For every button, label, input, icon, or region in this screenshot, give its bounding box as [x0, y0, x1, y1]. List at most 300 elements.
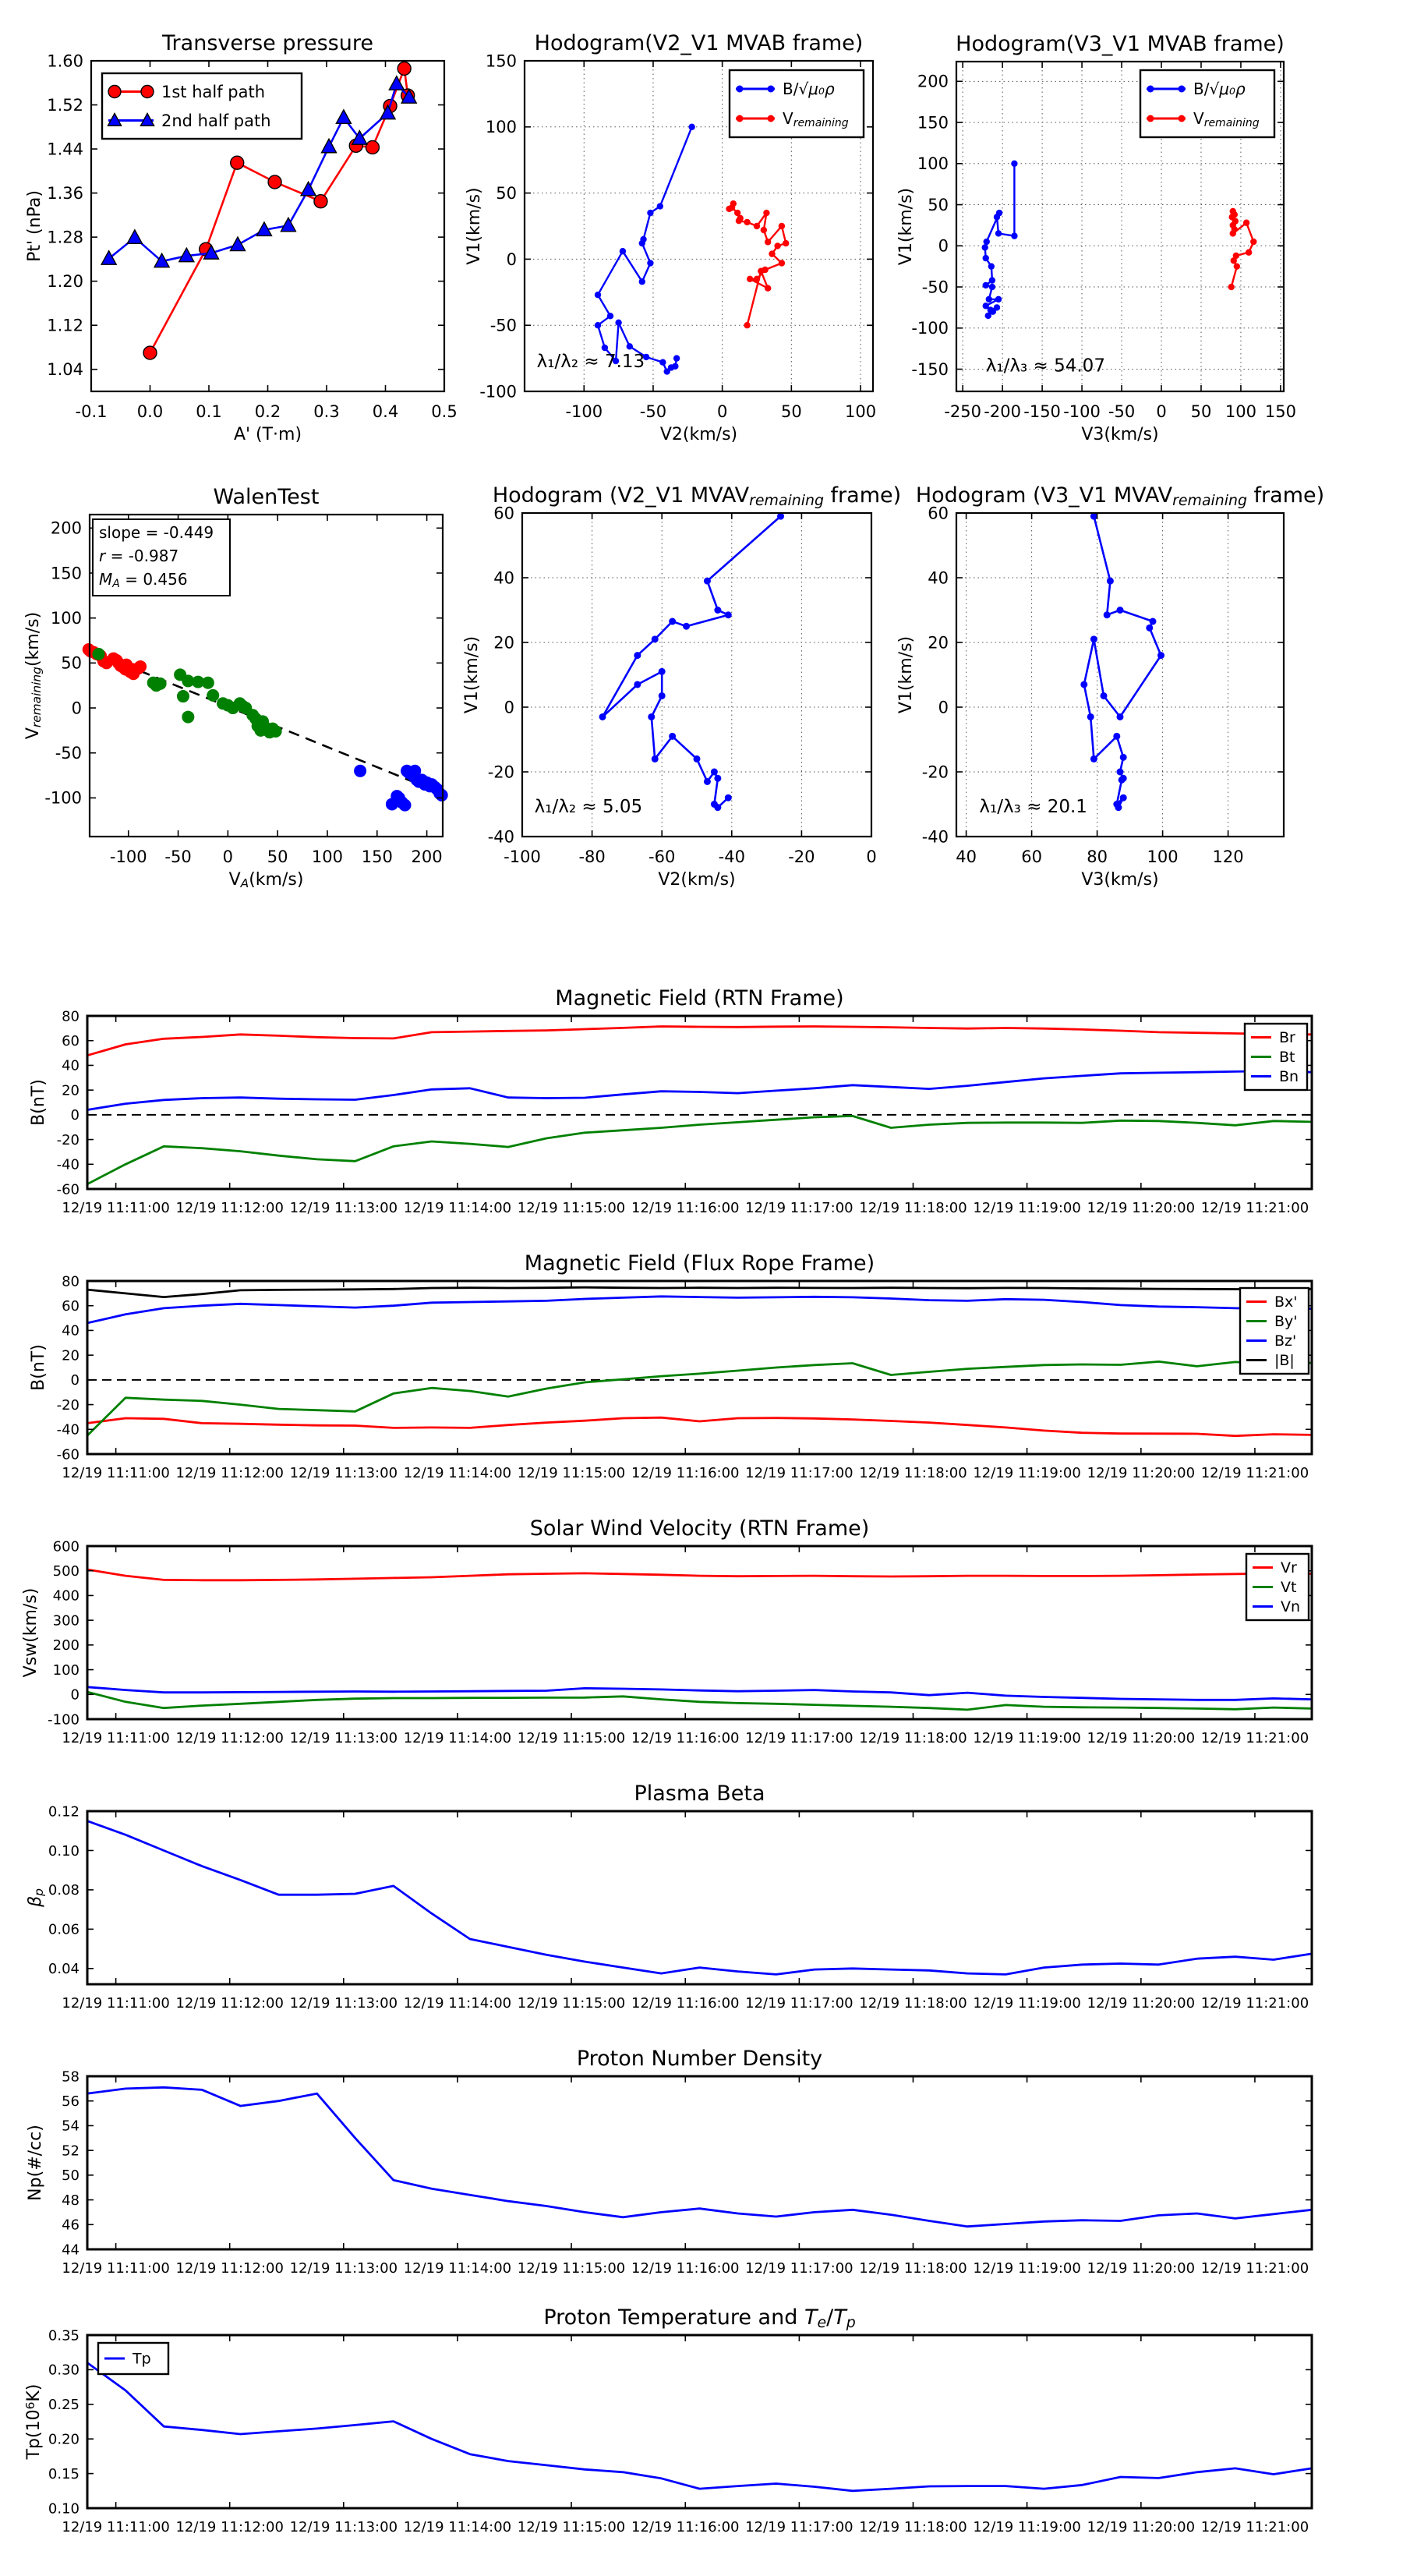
x-tick-label: -100: [1063, 402, 1101, 421]
y-tick-label: 0: [70, 1107, 80, 1124]
chart-title: WalenTest: [213, 485, 320, 509]
y-axis-label: V1(km/s): [462, 635, 482, 714]
stats-line: MA = 0.456: [99, 570, 188, 590]
circle-marker: [652, 755, 659, 763]
x-tick-label: 12/19 11:12:00: [175, 1730, 284, 1746]
x-tick-label: 50: [780, 402, 802, 421]
y-tick-label: -40: [921, 827, 949, 847]
x-tick-label: 12/19 11:16:00: [631, 1465, 740, 1481]
circle-marker: [995, 296, 1002, 303]
circle-marker: [1119, 777, 1126, 784]
y-tick-label: 20: [928, 633, 949, 653]
x-tick-label: 12/19 11:13:00: [289, 1995, 398, 2012]
y-tick-label: 40: [62, 1057, 80, 1074]
circle-marker: [783, 240, 789, 246]
x-tick-label: 12/19 11:13:00: [289, 1200, 398, 1216]
circle-marker: [725, 611, 732, 618]
x-tick-label: 100: [1147, 847, 1179, 866]
circle-marker: [398, 62, 411, 75]
y-tick-label: 500: [52, 1563, 80, 1580]
x-tick-label: 12/19 11:21:00: [1200, 2260, 1309, 2277]
circle-marker: [1150, 618, 1157, 625]
circle-marker: [672, 363, 678, 370]
x-tick-label: 12/19 11:17:00: [745, 2260, 853, 2277]
y-tick-label: 20: [62, 1082, 80, 1099]
circle-marker: [1243, 220, 1249, 226]
y-tick-label: -60: [56, 1446, 80, 1463]
circle-marker: [1011, 232, 1017, 239]
circle-marker: [765, 239, 771, 245]
x-tick-label: 12/19 11:12:00: [175, 2260, 284, 2277]
chart-hodogram-v3v1-mvab: [896, 32, 1296, 444]
circle-marker: [1250, 239, 1256, 245]
chart-title: Proton Number Density: [576, 2047, 823, 2071]
y-axis-label: Np(#/cc): [26, 2125, 45, 2201]
y-tick-label: 150: [485, 51, 517, 71]
chart-title: Transverse pressure: [162, 31, 373, 55]
circle-marker: [988, 263, 995, 269]
chart-magnetic-field-fluxrope: [29, 1251, 1312, 1481]
y-tick-label: 0.10: [48, 2500, 80, 2518]
y-tick-label: 20: [493, 633, 514, 653]
circle-marker: [652, 635, 659, 642]
y-axis-label: Vsw(km/s): [21, 1587, 41, 1678]
circle-marker: [761, 227, 767, 233]
x-tick-label: -50: [1108, 402, 1136, 421]
circle-marker: [1231, 257, 1237, 264]
y-tick-label: -20: [487, 763, 514, 782]
y-tick-label: 40: [493, 568, 514, 588]
y-tick-label: -150: [911, 359, 949, 379]
circle-marker: [768, 86, 775, 93]
y-axis-label: V1(km/s): [896, 635, 916, 714]
x-tick-label: 12/19 11:13:00: [289, 2519, 398, 2535]
y-tick-label: -20: [921, 763, 949, 782]
y-tick-label: 0.20: [48, 2431, 80, 2448]
x-tick-label: 12/19 11:11:00: [62, 1200, 170, 1216]
circle-marker: [268, 175, 281, 189]
circle-marker: [154, 678, 167, 690]
x-tick-label: 100: [311, 847, 344, 866]
y-tick-label: -20: [56, 1396, 80, 1414]
y-tick-label: 54: [62, 2118, 80, 2135]
circle-marker: [1230, 230, 1236, 236]
y-tick-label: -100: [479, 382, 517, 402]
x-tick-label: 12/19 11:13:00: [289, 2260, 398, 2277]
circle-marker: [1157, 652, 1164, 659]
stats-line: r = -0.987: [99, 547, 179, 565]
chart-title: Hodogram (V2_V1 MVAVremaining frame): [492, 483, 902, 509]
axes-frame: [87, 1546, 1312, 1719]
circle-marker: [399, 799, 412, 812]
circle-marker: [634, 681, 641, 688]
x-tick-label: 0.2: [254, 402, 281, 421]
y-tick-label: 100: [52, 1661, 80, 1679]
x-tick-label: 12/19 11:11:00: [62, 2519, 170, 2535]
x-tick-label: -200: [984, 402, 1021, 421]
y-tick-label: -100: [911, 319, 949, 338]
chart-proton-temperature: [23, 2305, 1312, 2535]
x-axis-label: A' (T·m): [233, 425, 302, 444]
series-line-Bz': [87, 1297, 1312, 1323]
y-axis-label: V1(km/s): [896, 187, 916, 266]
circle-marker: [694, 755, 701, 763]
legend-label: |B|: [1274, 1352, 1295, 1370]
x-tick-label: -100: [565, 402, 603, 421]
x-tick-label: 12/19 11:18:00: [859, 1465, 967, 1481]
circle-marker: [659, 668, 666, 675]
x-tick-label: 12/19 11:18:00: [859, 1730, 967, 1746]
triangle-marker: [389, 76, 404, 90]
chart-hodogram-v3v1-mvav: [896, 483, 1324, 890]
y-tick-label: 0: [938, 698, 949, 717]
circle-marker: [620, 248, 626, 254]
axes-frame: [87, 1281, 1312, 1454]
series-line-Tp: [87, 2363, 1312, 2491]
legend-label: Vt: [1281, 1579, 1297, 1597]
x-tick-label: -80: [578, 847, 606, 866]
circle-marker: [1090, 755, 1097, 763]
x-tick-label: 100: [844, 402, 877, 421]
y-tick-label: 100: [485, 118, 517, 137]
series-line-Bn: [87, 1071, 1312, 1110]
y-tick-label: 1.52: [47, 95, 83, 115]
annotation: λ₁/λ₃ ≈ 54.07: [985, 356, 1105, 377]
series-line-beta_p: [87, 1821, 1312, 1975]
y-axis-label: βp: [26, 1888, 46, 1907]
y-tick-label: 60: [493, 504, 514, 523]
legend-label: By': [1274, 1313, 1298, 1331]
y-tick-label: -40: [56, 1156, 80, 1173]
x-axis-label: V3(km/s): [1081, 425, 1159, 444]
y-tick-label: 60: [928, 504, 949, 523]
circle-marker: [769, 250, 775, 257]
circle-marker: [747, 276, 753, 282]
y-tick-label: 0: [938, 236, 949, 256]
circle-marker: [648, 713, 655, 720]
y-tick-label: 0.25: [48, 2397, 80, 2414]
chart-title: Hodogram(V3_V1 MVAB frame): [956, 32, 1285, 56]
y-tick-label: -40: [487, 827, 514, 847]
x-tick-label: 12/19 11:12:00: [175, 1995, 284, 2012]
x-tick-label: 12/19 11:20:00: [1087, 1200, 1196, 1216]
circle-marker: [725, 794, 732, 801]
y-tick-label: 48: [62, 2192, 80, 2209]
y-tick-label: 0: [504, 698, 514, 717]
y-tick-label: -40: [56, 1421, 80, 1438]
circle-marker: [1146, 625, 1153, 632]
x-tick-label: 0: [866, 847, 877, 866]
x-tick-label: -50: [164, 847, 192, 866]
circle-marker: [983, 282, 989, 288]
x-tick-label: 12/19 11:14:00: [403, 1730, 512, 1746]
y-tick-label: 1.60: [47, 51, 83, 71]
circle-marker: [669, 618, 676, 625]
x-tick-label: -250: [944, 402, 981, 421]
circle-marker: [1117, 769, 1124, 776]
x-tick-label: -60: [648, 847, 676, 866]
x-tick-label: -0.1: [75, 402, 108, 421]
x-tick-label: 50: [1190, 402, 1212, 421]
stats-line: slope = -0.449: [99, 523, 214, 542]
circle-marker: [714, 607, 721, 614]
y-tick-label: 0: [70, 1372, 80, 1389]
x-tick-label: 12/19 11:15:00: [517, 1465, 626, 1481]
chart-title: Plasma Beta: [634, 1782, 765, 1806]
circle-marker: [595, 292, 601, 298]
y-tick-label: 150: [50, 564, 82, 583]
y-tick-label: -60: [56, 1181, 80, 1198]
circle-marker: [1147, 86, 1154, 93]
circle-marker: [647, 260, 653, 266]
chart-proton-number-density: [26, 2047, 1312, 2277]
circle-marker: [1120, 754, 1127, 761]
y-tick-label: 1.36: [47, 183, 83, 203]
x-tick-label: 12/19 11:16:00: [631, 2519, 740, 2535]
x-tick-label: 12/19 11:19:00: [973, 1995, 1081, 2012]
x-tick-label: 0.5: [431, 402, 458, 421]
circle-marker: [108, 86, 121, 98]
x-tick-label: 0.4: [372, 402, 399, 421]
y-tick-label: 0.06: [48, 1921, 80, 1938]
circle-marker: [984, 239, 990, 245]
circle-marker: [989, 284, 995, 290]
circle-marker: [1117, 713, 1124, 720]
y-tick-label: 80: [62, 1273, 80, 1290]
y-tick-label: -100: [44, 788, 82, 808]
circle-marker: [1104, 611, 1111, 618]
legend-label: Bz': [1274, 1332, 1297, 1350]
circle-marker: [983, 255, 989, 261]
y-tick-label: 0.30: [48, 2362, 80, 2379]
circle-marker: [1115, 804, 1122, 811]
circle-marker: [627, 343, 633, 349]
series-line-Bt: [87, 1116, 1312, 1184]
circle-marker: [634, 652, 641, 659]
circle-marker: [704, 778, 711, 785]
chart-solar-wind-velocity: [21, 1516, 1312, 1746]
annotation: λ₁/λ₂ ≈ 7.13: [536, 352, 645, 373]
x-axis-label: V3(km/s): [1081, 870, 1159, 890]
legend-label: 2nd half path: [161, 111, 271, 130]
y-tick-label: 400: [52, 1587, 80, 1605]
circle-marker: [996, 210, 1002, 216]
x-tick-label: 12/19 11:14:00: [403, 2260, 512, 2277]
x-tick-label: 12/19 11:18:00: [859, 1995, 967, 2012]
chart-title: Solar Wind Velocity (RTN Frame): [529, 1516, 870, 1541]
circle-marker: [141, 86, 154, 98]
circle-marker: [1228, 284, 1235, 290]
circle-marker: [1246, 249, 1252, 256]
y-tick-label: 0.12: [48, 1803, 80, 1821]
x-tick-label: 12/19 11:19:00: [973, 1200, 1081, 1216]
circle-marker: [639, 278, 645, 285]
legend-label: Tp: [133, 2350, 151, 2368]
series-line-Bx': [87, 1417, 1312, 1436]
x-tick-label: 12/19 11:14:00: [403, 2519, 512, 2535]
x-tick-label: 12/19 11:19:00: [973, 2260, 1081, 2277]
legend-label: Vr: [1281, 1559, 1297, 1577]
x-tick-label: 12/19 11:14:00: [403, 1200, 512, 1216]
axes-frame: [87, 1811, 1312, 1984]
circle-marker: [202, 677, 214, 689]
y-tick-label: 0: [506, 249, 517, 269]
x-tick-label: 12/19 11:11:00: [62, 2260, 170, 2277]
x-tick-label: 12/19 11:12:00: [175, 2519, 284, 2535]
circle-marker: [779, 260, 785, 266]
x-tick-label: 12/19 11:14:00: [403, 1465, 512, 1481]
triangle-marker: [322, 139, 337, 153]
y-tick-label: 50: [928, 195, 949, 214]
x-tick-label: 60: [1021, 847, 1042, 866]
circle-marker: [120, 659, 133, 671]
x-tick-label: 12/19 11:21:00: [1200, 1995, 1309, 2012]
y-tick-label: 200: [50, 518, 82, 538]
legend-label: Bt: [1279, 1049, 1295, 1067]
triangle-marker: [281, 218, 295, 232]
y-tick-label: 150: [917, 113, 949, 133]
chart-hodogram-v2v1-mvab: [465, 31, 876, 444]
circle-marker: [270, 725, 282, 738]
y-tick-label: 20: [62, 1347, 80, 1364]
circle-marker: [1080, 681, 1087, 688]
circle-marker: [989, 277, 995, 283]
x-tick-label: 40: [956, 847, 977, 866]
y-tick-label: 0: [70, 1686, 80, 1704]
series-line-B/sqrt(mu0 rho): [603, 516, 781, 808]
y-axis-label: Vremaining(km/s): [23, 611, 44, 740]
circle-marker: [615, 320, 621, 326]
circle-marker: [647, 210, 653, 216]
y-tick-label: 50: [62, 2167, 80, 2185]
series-line-Vt: [87, 1692, 1312, 1710]
circle-marker: [736, 218, 742, 224]
chart-hodogram-v2v1-mvav: [462, 483, 901, 890]
x-tick-label: 200: [411, 847, 443, 866]
y-tick-label: 0.10: [48, 1842, 80, 1859]
x-tick-label: 12/19 11:11:00: [62, 1730, 170, 1746]
x-tick-label: 12/19 11:15:00: [517, 2260, 626, 2277]
y-tick-label: 0: [71, 699, 82, 718]
circle-marker: [714, 775, 721, 782]
circle-marker: [754, 223, 760, 229]
circle-marker: [774, 242, 780, 249]
y-tick-label: 1.28: [47, 228, 83, 247]
x-tick-label: 150: [361, 847, 393, 866]
circle-marker: [1117, 607, 1124, 614]
x-tick-label: 12/19 11:21:00: [1200, 1730, 1309, 1746]
circle-marker: [1113, 733, 1120, 740]
circle-marker: [599, 713, 606, 720]
circle-marker: [231, 156, 244, 169]
y-tick-label: -50: [55, 744, 82, 763]
x-tick-label: 80: [1087, 847, 1108, 866]
x-tick-label: 12/19 11:20:00: [1087, 1995, 1196, 2012]
x-tick-label: 0: [1156, 402, 1167, 421]
circle-marker: [768, 115, 775, 122]
circle-marker: [981, 244, 988, 250]
y-tick-label: 1.12: [47, 316, 83, 335]
circle-marker: [354, 765, 366, 777]
y-tick-label: 100: [50, 609, 82, 628]
y-tick-label: 56: [62, 2093, 80, 2111]
chart-title: Magnetic Field (Flux Rope Frame): [524, 1251, 875, 1276]
x-axis-label: VA(km/s): [228, 870, 304, 890]
x-tick-label: 12/19 11:15:00: [517, 1730, 626, 1746]
circle-marker: [737, 86, 744, 93]
x-tick-label: 12/19 11:16:00: [631, 1730, 740, 1746]
x-tick-label: 12/19 11:12:00: [175, 1465, 284, 1481]
circle-marker: [673, 355, 680, 361]
y-tick-label: -50: [489, 316, 517, 335]
circle-marker: [639, 240, 645, 246]
y-axis-label: V1(km/s): [465, 187, 484, 265]
circle-marker: [744, 322, 750, 328]
chart-transverse-pressure: [25, 31, 458, 444]
y-tick-label: 40: [62, 1322, 80, 1339]
x-tick-label: 12/19 11:17:00: [745, 1730, 853, 1746]
y-tick-label: 1.04: [47, 360, 83, 380]
y-axis-label: B(nT): [29, 1344, 48, 1391]
circle-marker: [763, 210, 769, 216]
y-tick-label: 0.35: [48, 2327, 80, 2344]
circle-marker: [1120, 794, 1127, 801]
circle-marker: [1101, 692, 1108, 699]
x-tick-label: 12/19 11:21:00: [1200, 1465, 1309, 1481]
x-tick-label: 12/19 11:20:00: [1087, 2260, 1196, 2277]
circle-marker: [595, 322, 601, 328]
x-tick-label: 12/19 11:17:00: [745, 2519, 853, 2535]
y-tick-label: -100: [48, 1711, 80, 1729]
y-tick-label: 1.20: [47, 272, 83, 292]
circle-marker: [744, 219, 750, 225]
y-tick-label: 1.44: [47, 140, 83, 159]
chart-magnetic-field-rtn: [29, 986, 1312, 1216]
y-axis-label: Tp(106K): [23, 2383, 44, 2460]
circle-marker: [314, 195, 327, 208]
annotation: λ₁/λ₂ ≈ 5.05: [534, 796, 643, 817]
x-tick-label: 12/19 11:21:00: [1200, 1200, 1309, 1216]
circle-marker: [1234, 263, 1240, 269]
x-tick-label: 12/19 11:21:00: [1200, 2519, 1309, 2535]
legend-label: Bn: [1279, 1068, 1299, 1086]
y-tick-label: 80: [62, 1008, 80, 1025]
x-tick-label: 0.1: [196, 402, 222, 421]
x-axis-label: V2(km/s): [659, 425, 738, 444]
series-line-B/sqrt(mu0 rho): [1084, 516, 1161, 808]
annotation: λ₁/λ₃ ≈ 20.1: [979, 796, 1087, 817]
circle-marker: [714, 804, 721, 811]
y-tick-label: 50: [61, 653, 82, 673]
y-tick-label: 50: [496, 183, 517, 203]
x-tick-label: 50: [267, 847, 288, 866]
x-tick-label: 12/19 11:18:00: [859, 1200, 967, 1216]
x-tick-label: 12/19 11:19:00: [973, 1730, 1081, 1746]
x-tick-label: 12/19 11:20:00: [1087, 1730, 1196, 1746]
x-tick-label: 12/19 11:13:00: [289, 1730, 398, 1746]
legend-label: Bx': [1274, 1293, 1298, 1311]
y-tick-label: 52: [62, 2143, 80, 2160]
legend-label: Vremaining: [783, 109, 849, 129]
circle-marker: [659, 359, 666, 365]
circle-marker: [436, 789, 448, 801]
circle-marker: [1179, 86, 1186, 93]
x-tick-label: 12/19 11:18:00: [859, 2519, 967, 2535]
x-tick-label: 12/19 11:16:00: [631, 1200, 740, 1216]
x-tick-label: 12/19 11:19:00: [973, 1465, 1081, 1481]
circle-marker: [737, 115, 744, 122]
chart-title: Hodogram(V2_V1 MVAB frame): [534, 31, 864, 55]
